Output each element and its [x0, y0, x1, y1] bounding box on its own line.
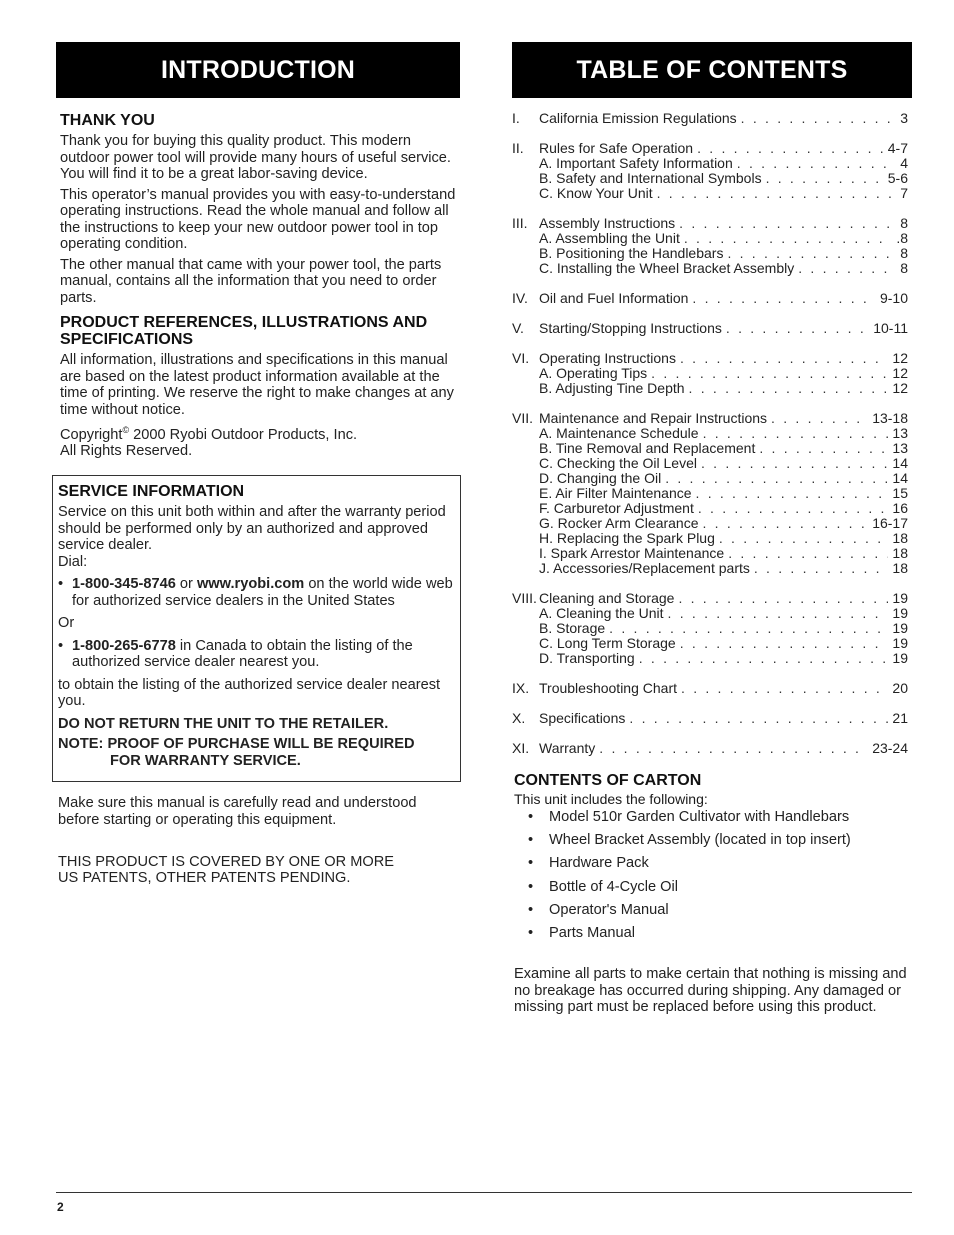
toc-section — [512, 711, 908, 726]
toc-leader-dots — [692, 291, 876, 306]
toc-subtitle: I. Spark Arrestor Maintenance — [539, 545, 725, 561]
toc-section — [512, 141, 908, 201]
toc-page: 13 — [892, 425, 908, 441]
obtain-listing-line: to obtain the listing of the authorized service dealer nearest you. — [58, 676, 441, 709]
toc-subtitle: A. Important Safety Information — [539, 155, 733, 171]
toc-page: 12 — [892, 365, 908, 381]
toc-number: VI. — [512, 350, 530, 366]
toc-page: 4 — [900, 155, 908, 171]
page-number: 2 — [57, 1200, 64, 1214]
toc-subentry — [512, 381, 908, 396]
table-of-contents-column — [512, 42, 912, 1016]
toc-subtitle: C. Long Term Storage — [539, 635, 676, 651]
carton-item-label: Model 510r Garden Cultivator with Handlebars — [549, 809, 850, 825]
patents-line-1: THIS PRODUCT IS COVERED BY ONE OR MORE — [58, 854, 394, 870]
toc-number: VII. — [512, 410, 534, 426]
toc-list — [512, 111, 908, 771]
toc-leader-dots — [728, 546, 888, 561]
toc-leader-dots — [689, 381, 889, 396]
toc-section — [512, 411, 908, 576]
toc-page: 8 — [900, 215, 908, 231]
toc-subtitle: A. Maintenance Schedule — [539, 425, 699, 441]
toc-subentry — [512, 651, 908, 666]
toc-subtitle: D. Changing the Oil — [539, 470, 662, 486]
carton-item — [514, 832, 910, 849]
carton-item-label: Operator's Manual — [549, 901, 669, 918]
toc-subentry — [512, 636, 908, 651]
toc-leader-dots — [657, 186, 897, 201]
toc-leader-dots — [737, 156, 896, 171]
service-information-heading: SERVICE INFORMATION — [58, 483, 245, 500]
carton-item — [514, 809, 910, 826]
toc-number: XI. — [512, 740, 530, 756]
carton-item — [514, 925, 910, 942]
toc-subentry — [512, 471, 908, 486]
toc-page: 19 — [892, 650, 908, 666]
toc-title: Operating Instructions — [539, 350, 676, 366]
table-of-contents-banner: TABLE OF CONTENTS — [512, 42, 912, 98]
toc-leader-dots — [680, 636, 889, 651]
toc-subtitle: H. Replacing the Spark Plug — [539, 530, 715, 546]
dial-label: Dial: — [58, 553, 88, 570]
toc-section — [512, 216, 908, 276]
toc-number: II. — [512, 140, 524, 156]
toc-subentry — [512, 531, 908, 546]
toc-page: 19 — [892, 605, 908, 621]
toc-section — [512, 291, 908, 306]
toc-page: 3 — [900, 110, 908, 126]
toc-leader-dots — [701, 456, 888, 471]
toc-page: 16 — [892, 500, 908, 516]
toc-page: 19 — [892, 590, 908, 606]
toc-entry — [512, 351, 908, 366]
carton-intro: This unit includes the following: — [514, 791, 708, 807]
toc-page: 8 — [900, 260, 908, 276]
read-manual-note: Make sure this manual is carefully read and understood before starting or operating this equipment. — [58, 795, 417, 828]
product-references-paragraph: All information, illustrations and specifications in this manual are based on the latest product information available at the time of printing. We reserve the right to make changes at any time without notice. — [60, 352, 454, 418]
toc-leader-dots — [719, 531, 889, 546]
toc-subtitle: B. Tine Removal and Replacement — [539, 440, 756, 456]
toc-subentry — [512, 366, 908, 381]
toc-subentry — [512, 426, 908, 441]
introduction-banner: INTRODUCTION — [56, 42, 460, 98]
toc-title: Oil and Fuel Information — [539, 290, 689, 306]
toc-subentry — [512, 561, 908, 576]
toc-page: 23-24 — [872, 740, 908, 756]
bullet-icon: • — [528, 832, 534, 849]
toc-leader-dots — [771, 411, 868, 426]
toc-title: California Emission Regulations — [539, 110, 737, 126]
toc-leader-dots — [678, 591, 888, 606]
carton-item-label: Wheel Bracket Assembly (located in top insert) — [549, 832, 851, 849]
toc-subtitle: D. Transporting — [539, 650, 635, 666]
toc-subtitle: C. Know Your Unit — [539, 185, 653, 201]
toc-number: X. — [512, 710, 526, 726]
bullet-icon: • — [58, 576, 64, 592]
bullet-icon: • — [528, 878, 534, 895]
toc-page: 12 — [892, 380, 908, 396]
toc-number: VIII. — [512, 590, 537, 606]
toc-page: 18 — [892, 545, 908, 561]
toc-page: 15 — [892, 485, 908, 501]
ryobi-website: www.ryobi.com — [196, 576, 305, 592]
bullet-icon: • — [528, 809, 534, 825]
toc-title: Warranty — [539, 740, 596, 756]
toc-page: 16-17 — [872, 515, 908, 531]
thank-you-paragraph-3: The other manual that came with your power tool, the parts manual, contains all the information that you need to order parts. — [60, 256, 442, 306]
toc-entry — [512, 321, 908, 336]
toc-leader-dots — [697, 141, 884, 156]
canada-phone-number: 1-800-265-6778 — [72, 637, 176, 654]
toc-entry — [512, 216, 908, 231]
toc-leader-dots — [698, 501, 889, 516]
bullet-icon: • — [528, 924, 534, 941]
carton-item — [514, 902, 910, 919]
toc-subtitle: B. Storage — [539, 620, 606, 636]
examine-parts-note: Examine all parts to make certain that nothing is missing and no breakage has occurred during shipping. Any damaged or missing part must be replaced before using this product. — [514, 966, 907, 1016]
toc-subtitle: A. Assembling the Unit — [539, 230, 680, 246]
toc-leader-dots — [759, 441, 888, 456]
toc-subentry — [512, 231, 908, 246]
toc-title: Maintenance and Repair Instructions — [539, 410, 768, 426]
toc-title: Specifications — [539, 710, 626, 726]
toc-entry — [512, 291, 908, 306]
toc-page: .8 — [896, 230, 908, 246]
toc-subentry — [512, 186, 908, 201]
do-not-return-warning: DO NOT RETURN THE UNIT TO THE RETAILER. — [58, 715, 389, 732]
bullet-icon: • — [58, 637, 64, 654]
toc-leader-dots — [766, 171, 884, 186]
toc-subtitle: F. Carburetor Adjustment — [539, 500, 694, 516]
product-references-heading: PRODUCT REFERENCES, ILLUSTRATIONS AND SPECIFICATIONS — [60, 314, 428, 348]
toc-leader-dots — [696, 486, 889, 501]
toc-page: 12 — [892, 350, 908, 366]
toc-subtitle: C. Checking the Oil Level — [539, 455, 697, 471]
thank-you-paragraph-1: Thank you for buying this quality product. This modern outdoor power tool will provide many hours of useful service. You will find it to be a great labor-saving device. — [60, 133, 451, 182]
introduction-column — [56, 42, 460, 886]
toc-leader-dots — [727, 246, 896, 261]
toc-subentry — [512, 486, 908, 501]
toc-entry — [512, 411, 908, 426]
toc-leader-dots — [798, 261, 896, 276]
toc-subentry — [512, 621, 908, 636]
toc-leader-dots — [681, 681, 888, 696]
toc-subtitle: B. Adjusting Tine Depth — [539, 380, 685, 396]
carton-items — [514, 809, 910, 941]
proof-of-purchase-note-cont: FOR WARRANTY SERVICE. — [110, 752, 301, 769]
toc-subentry — [512, 546, 908, 561]
toc-entry — [512, 711, 908, 726]
toc-leader-dots — [629, 711, 888, 726]
toc-subentry — [512, 501, 908, 516]
toc-section — [512, 321, 908, 336]
toc-page: 18 — [892, 560, 908, 576]
toc-entry — [512, 591, 908, 606]
copyright-line: Copyright© 2000 Ryobi Outdoor Products, Inc. — [60, 425, 358, 443]
toc-number: IX. — [512, 680, 530, 696]
toc-page: 13 — [892, 440, 908, 456]
patents-line-2: US PATENTS, OTHER PATENTS PENDING. — [58, 870, 351, 886]
carton-item-label: Hardware Pack — [549, 855, 649, 872]
toc-subentry — [512, 606, 908, 621]
toc-leader-dots — [651, 366, 888, 381]
toc-leader-dots — [665, 471, 888, 486]
toc-leader-dots — [679, 216, 896, 231]
toc-page: 13-18 — [872, 410, 908, 426]
toc-entry — [512, 141, 908, 156]
footer-divider — [56, 1192, 912, 1193]
toc-subentry — [512, 246, 908, 261]
toc-subentry — [512, 456, 908, 471]
toc-subentry — [512, 441, 908, 456]
toc-page: 8 — [900, 245, 908, 261]
toc-leader-dots — [668, 606, 889, 621]
toc-leader-dots — [684, 231, 892, 246]
toc-leader-dots — [726, 321, 869, 336]
bullet-icon: • — [528, 855, 534, 872]
rights-line: All Rights Reserved. — [60, 443, 193, 460]
proof-of-purchase-note: NOTE: PROOF OF PURCHASE WILL BE REQUIRED — [58, 736, 415, 752]
contents-of-carton-heading: CONTENTS OF CARTON — [514, 772, 702, 789]
toc-title: Cleaning and Storage — [539, 590, 675, 606]
toc-leader-dots — [680, 351, 888, 366]
toc-entry — [512, 111, 908, 126]
toc-page: 9-10 — [879, 290, 908, 306]
toc-title: Rules for Safe Operation — [539, 140, 694, 156]
toc-page: 7 — [900, 185, 908, 201]
toc-section — [512, 351, 908, 396]
toc-page: 4-7 — [887, 140, 908, 156]
toc-leader-dots — [703, 426, 889, 441]
toc-page: 21 — [892, 710, 908, 726]
toc-section — [512, 741, 908, 756]
toc-number: V. — [512, 320, 524, 336]
us-contact-item: • 1-800-345-8746 or www.ryobi.com on the world wide web for authorized service dealers in the United States — [58, 576, 453, 609]
toc-subentry — [512, 156, 908, 171]
service-information-box — [52, 475, 461, 782]
toc-entry — [512, 741, 908, 756]
carton-item-label: Parts Manual — [549, 924, 635, 941]
carton-item-label: Bottle of 4-Cycle Oil — [549, 878, 678, 895]
toc-leader-dots — [741, 111, 897, 126]
toc-page: 5-6 — [887, 170, 908, 186]
toc-page: 14 — [892, 455, 908, 471]
toc-leader-dots — [754, 561, 889, 576]
toc-number: IV. — [512, 290, 528, 306]
bullet-icon: • — [528, 901, 534, 918]
toc-subtitle: G. Rocker Arm Clearance — [539, 515, 699, 531]
toc-leader-dots — [703, 516, 869, 531]
thank-you-heading: THANK YOU — [60, 112, 155, 129]
toc-page: 10-11 — [873, 320, 908, 336]
toc-subtitle: C. Installing the Wheel Bracket Assembly — [539, 260, 795, 276]
service-paragraph: Service on this unit both within and after the warranty period should be performed only by an authorized and approved service dealer. — [58, 504, 446, 553]
toc-entry — [512, 681, 908, 696]
toc-subtitle: B. Positioning the Handlebars — [539, 245, 724, 261]
carton-item — [514, 879, 910, 896]
toc-page: 19 — [892, 635, 908, 651]
canada-contact-item: • 1-800-265-6778 in Canada to obtain the listing of the authorized service dealer nearest you. — [58, 637, 413, 670]
toc-section — [512, 111, 908, 126]
toc-leader-dots — [599, 741, 868, 756]
carton-item — [514, 855, 910, 872]
toc-section — [512, 681, 908, 696]
toc-number: III. — [512, 215, 528, 231]
toc-subtitle: E. Air Filter Maintenance — [539, 485, 692, 501]
toc-section — [512, 591, 908, 666]
toc-subentry — [512, 171, 908, 186]
us-phone-number: 1-800-345-8746 — [72, 576, 176, 592]
toc-page: 19 — [892, 620, 908, 636]
toc-page: 18 — [892, 530, 908, 546]
toc-subtitle: J. Accessories/Replacement parts — [539, 560, 750, 576]
toc-page: 14 — [892, 470, 908, 486]
toc-subtitle: A. Operating Tips — [539, 365, 648, 381]
thank-you-paragraph-2: This operator’s manual provides you with easy-to-understand operating instructions. Read the whole manual and follow all the instructions to keep your new outdoor power tool in top operating condition. — [60, 186, 456, 252]
toc-subtitle: B. Safety and International Symbols — [539, 170, 762, 186]
toc-leader-dots — [639, 651, 889, 666]
contents-of-carton — [514, 772, 910, 1016]
toc-title: Troubleshooting Chart — [539, 680, 678, 696]
toc-page: 20 — [892, 680, 908, 696]
toc-subentry — [512, 516, 908, 531]
toc-title: Assembly Instructions — [539, 215, 676, 231]
toc-number: I. — [512, 110, 520, 126]
toc-subentry — [512, 261, 908, 276]
toc-subtitle: A. Cleaning the Unit — [539, 605, 664, 621]
toc-title: Starting/Stopping Instructions — [539, 320, 722, 336]
or-line: Or — [58, 615, 75, 631]
toc-leader-dots — [609, 621, 888, 636]
